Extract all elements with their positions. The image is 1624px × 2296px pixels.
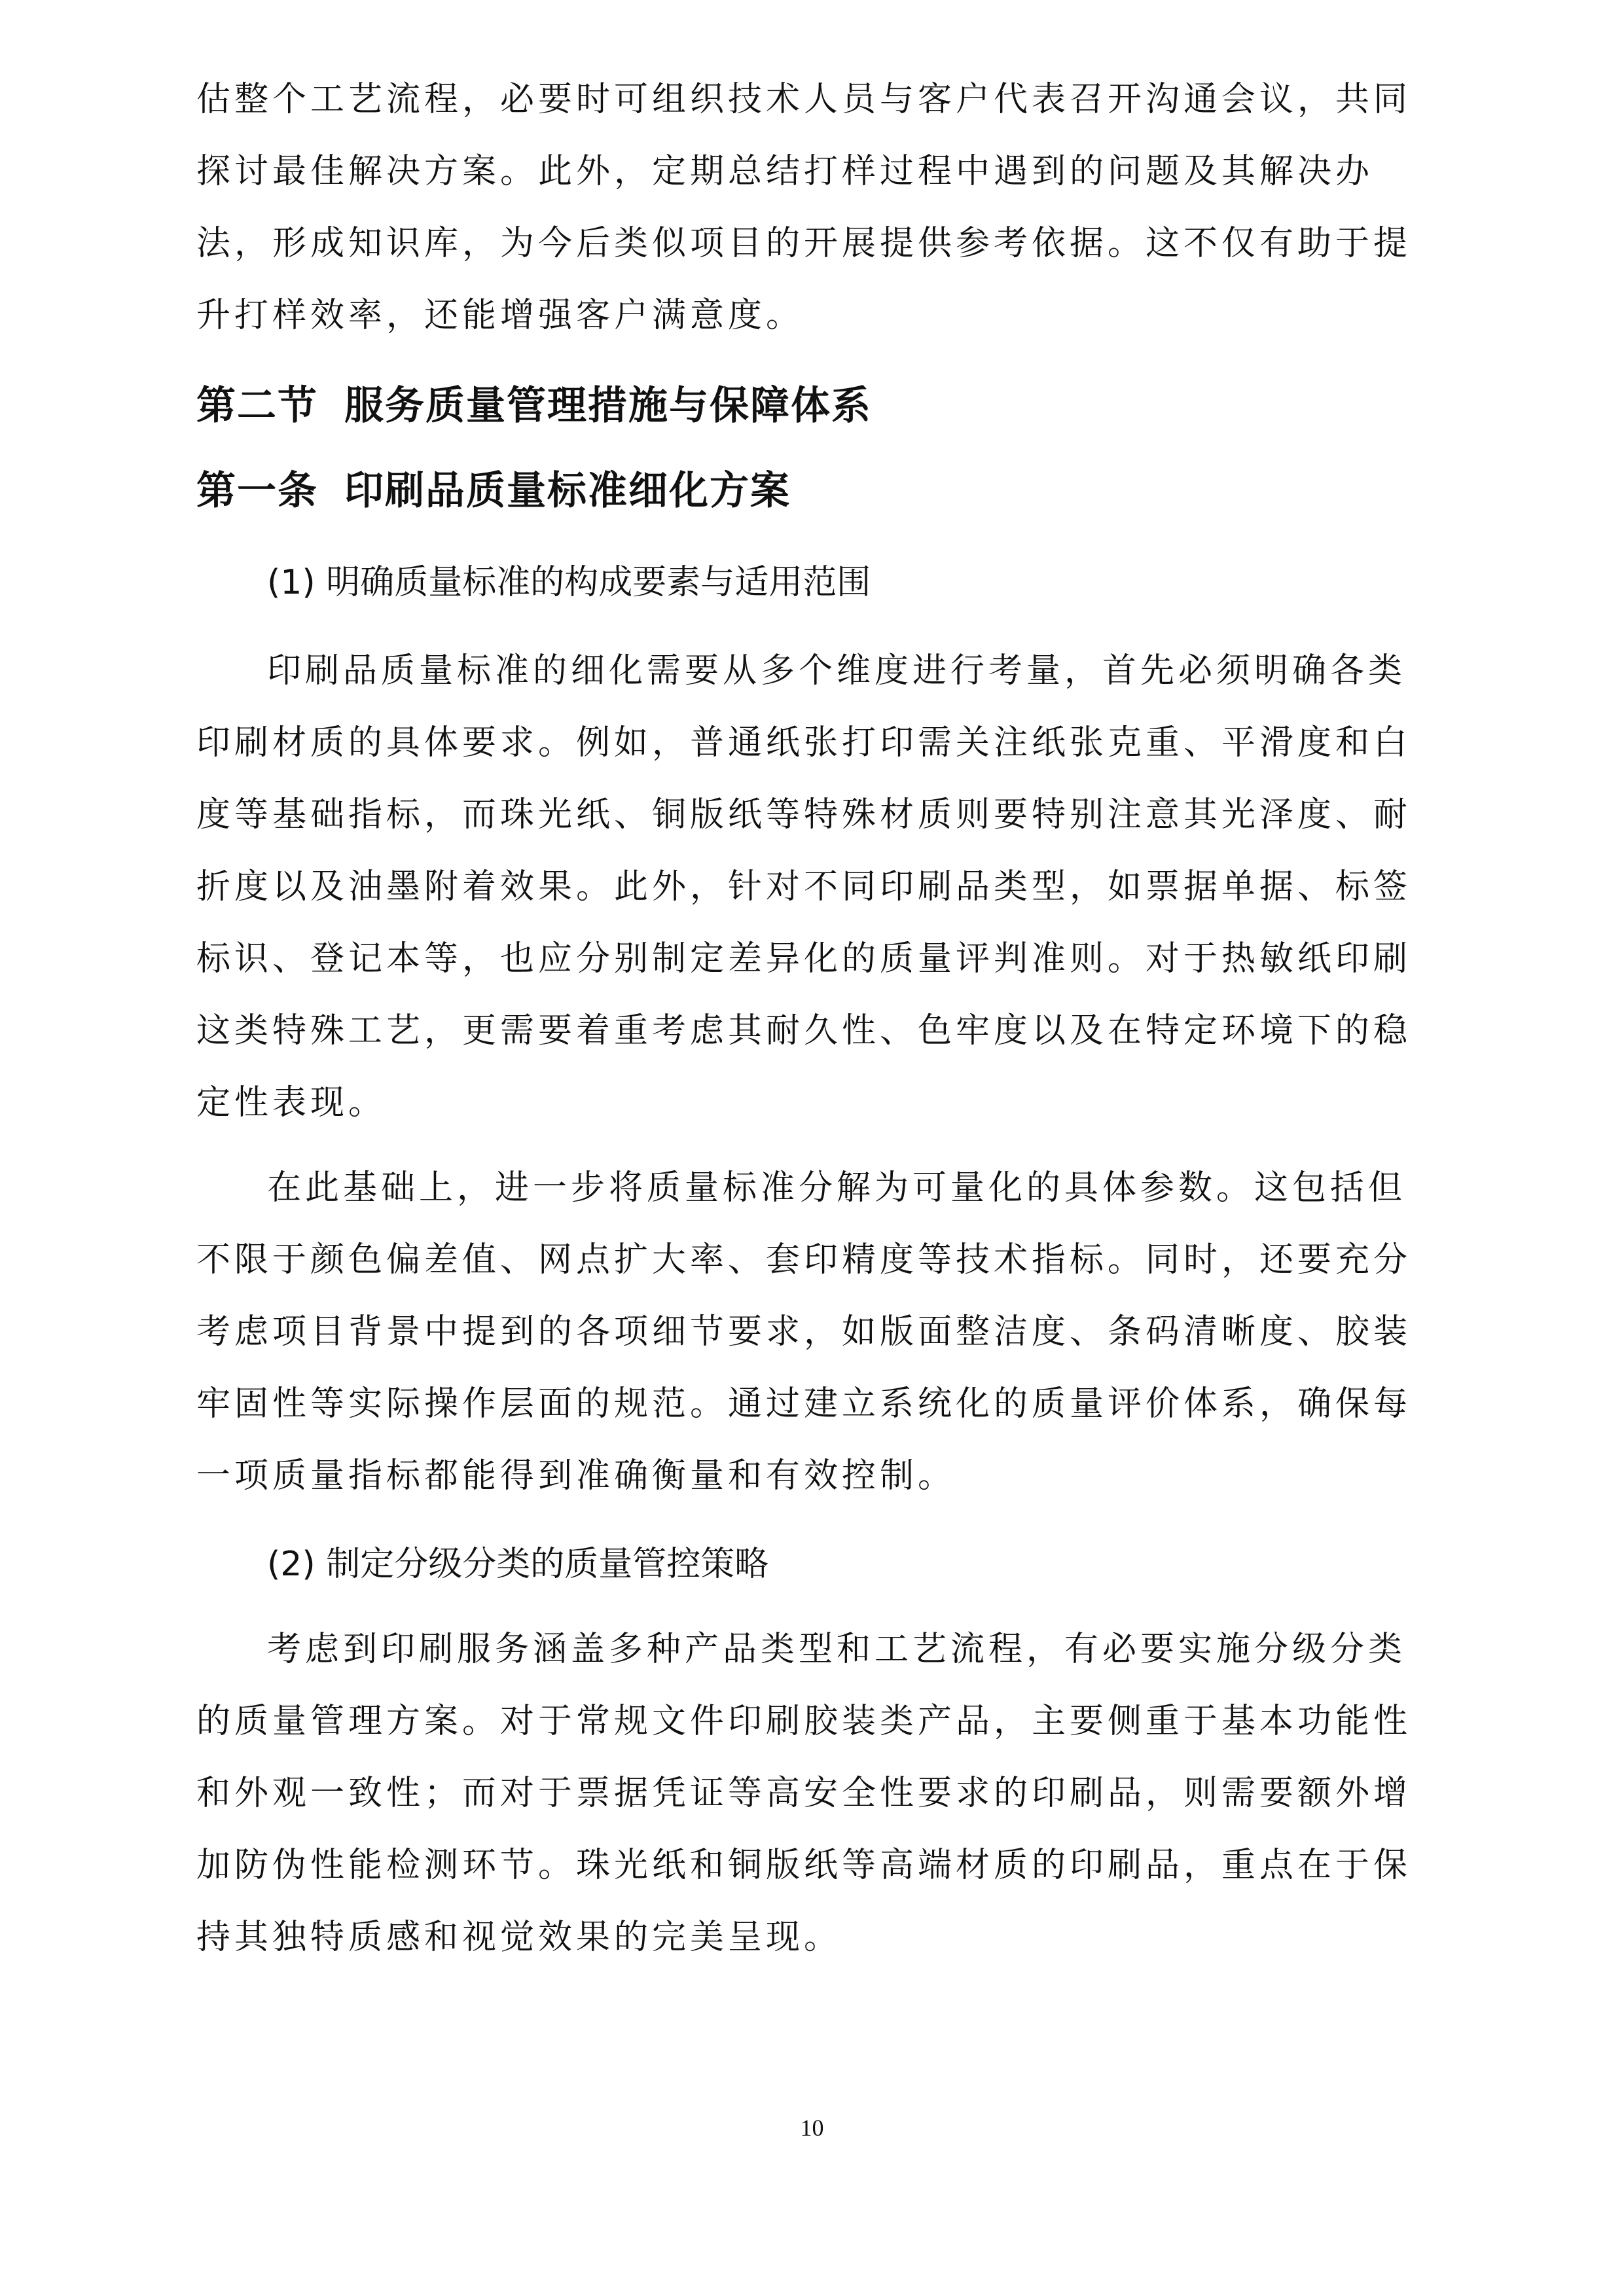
paragraph-3-line: 加防伪性能检测环节。珠光纸和铜版纸等高端材质的印刷品，重点在于保 — [196, 1846, 1412, 1885]
article-heading — [196, 461, 791, 520]
article-title: 印刷品质量标准细化方案 — [344, 468, 791, 514]
paragraph-1-line: 度等基础指标，而珠光纸、铜版纸等特殊材质则要特别注意其光泽度、耐 — [196, 795, 1412, 834]
paragraph-1-line: 这类特殊工艺，更需要着重考虑其耐久性、色牢度以及在特定环境下的稳 — [196, 1011, 1412, 1050]
intro-line: 估整个工艺流程，必要时可组织技术人员与客户代表召开沟通会议，共同 — [196, 80, 1412, 119]
intro-line: 升打样效率，还能增强客户满意度。 — [196, 296, 804, 335]
paragraph-3-line: 的质量管理方案。对于常规文件印刷胶装类产品，主要侧重于基本功能性 — [196, 1702, 1412, 1741]
paragraph-3-line: 持其独特质感和视觉效果的完美呈现。 — [196, 1918, 842, 1957]
paragraph-1-line: 折度以及油墨附着效果。此外，针对不同印刷品类型，如票据单据、标签 — [196, 867, 1412, 906]
paragraph-1-line: 定性表现。 — [196, 1083, 387, 1122]
paragraph-2-line: 牢固性等实际操作层面的规范。通过建立系统化的质量评价体系，确保每 — [196, 1384, 1412, 1424]
paragraph-2-line: 在此基础上，进一步将质量标准分解为可量化的具体参数。这包括但 — [267, 1168, 1407, 1208]
article-number: 第一条 — [196, 468, 318, 514]
intro-line: 法，形成知识库，为今后类似项目的开展提供参考依据。这不仅有助于提 — [196, 224, 1412, 263]
item-heading-2: (2) 制定分级分类的质量管控策略 — [267, 1545, 769, 1584]
paragraph-3-line: 考虑到印刷服务涵盖多种产品类型和工艺流程，有必要实施分级分类 — [267, 1630, 1407, 1669]
paragraph-1-line: 标识、登记本等，也应分别制定差异化的质量评判准则。对于热敏纸印刷 — [196, 939, 1412, 978]
paragraph-1-line: 印刷材质的具体要求。例如，普通纸张打印需关注纸张克重、平滑度和白 — [196, 723, 1412, 762]
section-number: 第二节 — [196, 383, 318, 429]
page-number: 10 — [800, 2115, 824, 2141]
paragraph-2-line: 不限于颜色偏差值、网点扩大率、套印精度等技术指标。同时，还要充分 — [196, 1240, 1412, 1280]
paragraph-1-line: 印刷品质量标准的细化需要从多个维度进行考量，首先必须明确各类 — [267, 651, 1407, 691]
paragraph-2-line: 一项质量指标都能得到准确衡量和有效控制。 — [196, 1456, 956, 1496]
paragraph-3-line: 和外观一致性；而对于票据凭证等高安全性要求的印刷品，则需要额外增 — [196, 1774, 1412, 1813]
item-heading-1: (1) 明确质量标准的构成要素与适用范围 — [267, 563, 871, 602]
section-heading — [196, 376, 872, 435]
intro-line: 探讨最佳解决方案。此外，定期总结打样过程中遇到的问题及其解决办 — [196, 152, 1374, 191]
paragraph-2-line: 考虑项目背景中提到的各项细节要求，如版面整洁度、条码清晰度、胶装 — [196, 1312, 1412, 1352]
section-title: 服务质量管理措施与保障体系 — [344, 383, 872, 429]
